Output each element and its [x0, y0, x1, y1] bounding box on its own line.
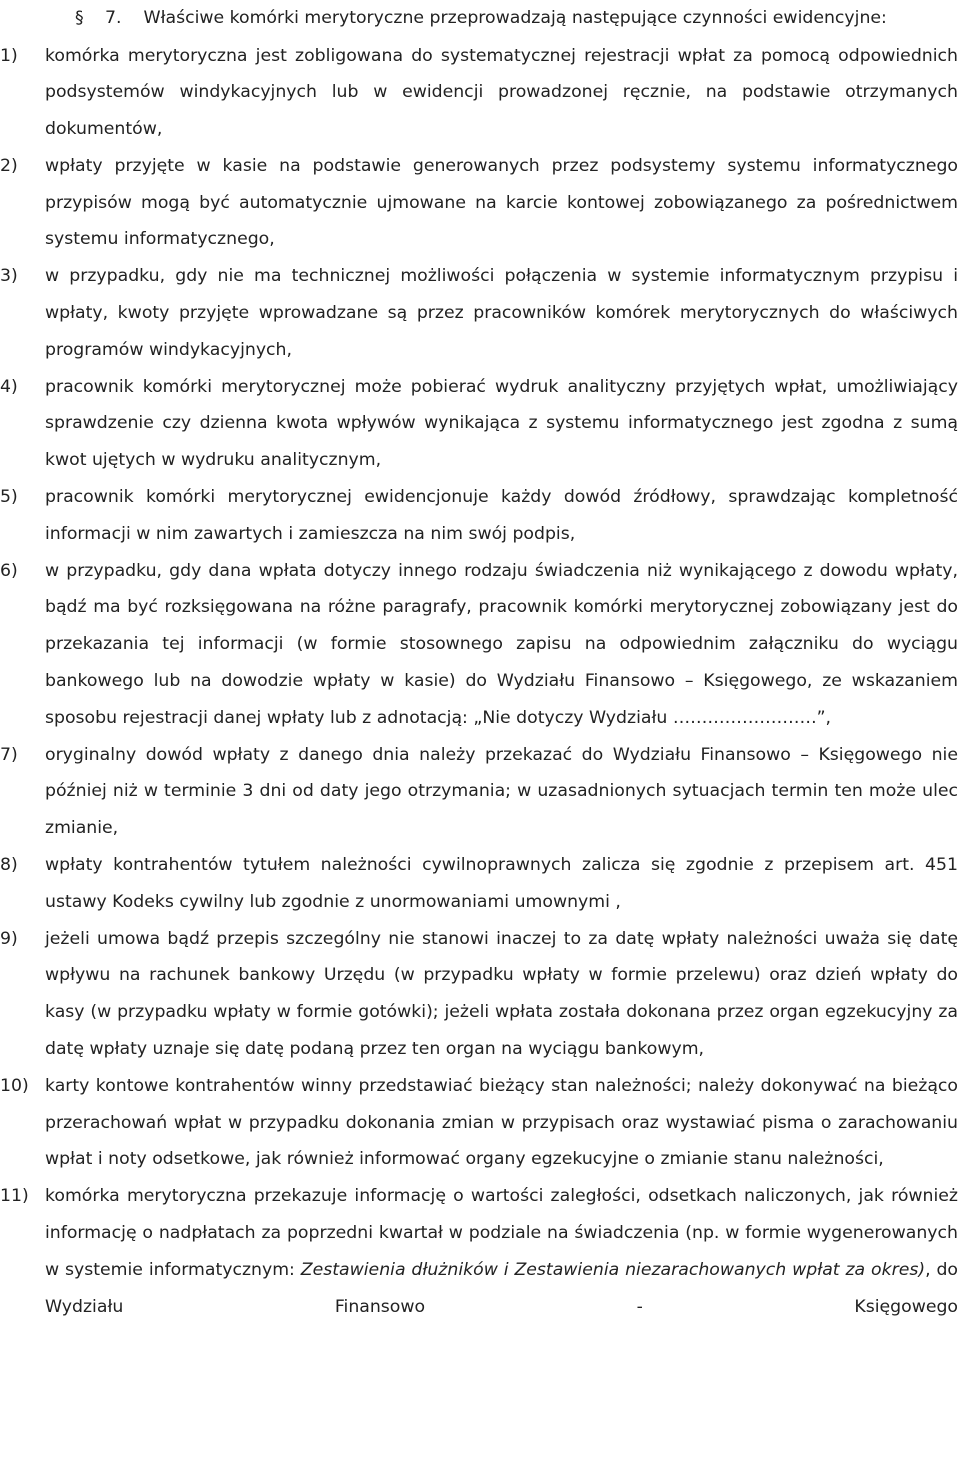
list-item [0, 258, 958, 368]
item-number: 1) [0, 45, 18, 66]
list-item [0, 1178, 958, 1325]
list-item [0, 737, 958, 847]
list-item [0, 369, 958, 479]
item-number: 7) [0, 744, 18, 765]
list-item [0, 38, 958, 148]
item-text: wpłaty przyjęte w kasie na podstawie generowanych przez podsystemy systemu informatycznego przypisów mogą być automatycznie ujmowane na karcie kontowej zobowiązanego za pośrednictwem systemu informatycznego, [45, 155, 958, 250]
list-item [0, 921, 958, 1068]
item-text: wpłaty kontrahentów tytułem należności cywilnoprawnych zalicza się zgodnie z przepisem art. 451 ustawy Kodeks cywilny lub zgodnie z unormowaniami umownymi , [45, 855, 958, 912]
item-number: 9) [0, 928, 18, 949]
item-text: oryginalny dowód wpłaty z danego dnia należy przekazać do Wydziału Finansowo – Księgowego nie później niż w terminie 3 dni od daty jego otrzymania; w uzasadnionych sytuacjach termin ten może ulec zmianie, [45, 744, 958, 839]
item-text: w przypadku, gdy dana wpłata dotyczy innego rodzaju świadczenia niż wynikającego z dowodu wpłaty, bądź ma być rozksięgowana na różne paragrafy, pracownik komórki merytorycznej zobowiązany jest do przekazania tej informacji (w formie stosownego zapisu na odpowiednim załączniku do wyciągu bankowego lub na dowodzie wpłaty w kasie) do Wydziału Finansowo – Księgowego, ze wskazaniem sposobu rejestracji danej wpłaty lub z adnotacją: „Nie dotyczy Wydziału …………………….”, [45, 560, 958, 728]
section-intro: Właściwe komórki merytoryczne przeprowadzają następujące czynności ewidencyjne: [143, 8, 887, 28]
item-text-part: komórka merytoryczna przekazuje informację o wartości zaległości, odsetkach naliczonych, jak również informację o nadpłatach za poprzedni kwartał w podziale na świadczenia (np. w formie wygenerowanych w systemie informatycznym: [45, 1186, 958, 1280]
item-number: 2) [0, 155, 18, 176]
item-number: 5) [0, 487, 18, 508]
item-number: 6) [0, 560, 18, 581]
section-heading [0, 0, 958, 37]
item-number: 11) [0, 1186, 29, 1207]
list-item [0, 479, 958, 553]
list-item [0, 553, 958, 737]
item-text [45, 1178, 958, 1325]
item-text: w przypadku, gdy nie ma technicznej możliwości połączenia w systemie informatycznym przypisu i wpłaty, kwoty przyjęte wprowadzane są przez pracowników komórek merytorycznych do właściwych programów windykacyjnych, [45, 266, 958, 360]
section-symbol: § [75, 8, 84, 28]
item-number: 8) [0, 855, 18, 876]
item-number: 4) [0, 376, 18, 397]
item-text: pracownik komórki merytorycznej ewidencjonuje każdy dowód źródłowy, sprawdzając kompletność informacji w nim zawartych i zamieszcza na nim swój podpis, [45, 487, 958, 544]
list-item [0, 148, 958, 258]
item-number: 3) [0, 266, 18, 287]
item-text: pracownik komórki merytorycznej może pobierać wydruk analityczny przyjętych wpłat, umożliwiający sprawdzenie czy dzienna kwota wpływów wynikająca z systemu informatycznego jest zgodna z sumą kwot ujętych w wydruku analitycznym, [45, 376, 958, 471]
list-item [0, 1068, 958, 1178]
section-number: 7. [105, 8, 122, 28]
list-item [0, 847, 958, 921]
italic-term: i Zestawienia niezarachowanych wpłat za okres) [503, 1259, 926, 1280]
item-number: 10) [0, 1075, 29, 1096]
item-text: jeżeli umowa bądź przepis szczególny nie stanowi inaczej to za datę wpłaty należności uważa się datę wpływu na rachunek bankowy Urzędu (w przypadku wpłaty w formie przelewu) oraz dzień wpłaty do kasy (w przypadku wpłaty w formie gotówki); jeżeli wpłata została dokonana przez organ egzekucyjny za datę wpłaty uznaje się datę podaną przez ten organ na wyciągu bankowym, [45, 928, 958, 1060]
item-text: komórka merytoryczna jest zobligowana do systematycznej rejestracji wpłat za pomocą odpowiednich podsystemów windykacyjnych lub w ewidencji prowadzonej ręcznie, na podstawie otrzymanych dokumentów, [45, 45, 958, 140]
italic-term: Zestawienia dłużników [300, 1259, 498, 1280]
item-text: karty kontowe kontrahentów winny przedstawiać bieżący stan należności; należy dokonywać na bieżąco przerachowań wpłat w przypadku dokonania zmian w przypisach oraz wystawiać pisma o zarachowaniu wpłat i noty odsetkowe, jak również informować organy egzekucyjne o zmianie stanu należności, [45, 1075, 958, 1170]
item-text-part: , do Wydziału Finansowo - Księgowego [45, 1259, 959, 1317]
duties-list [0, 38, 958, 1326]
